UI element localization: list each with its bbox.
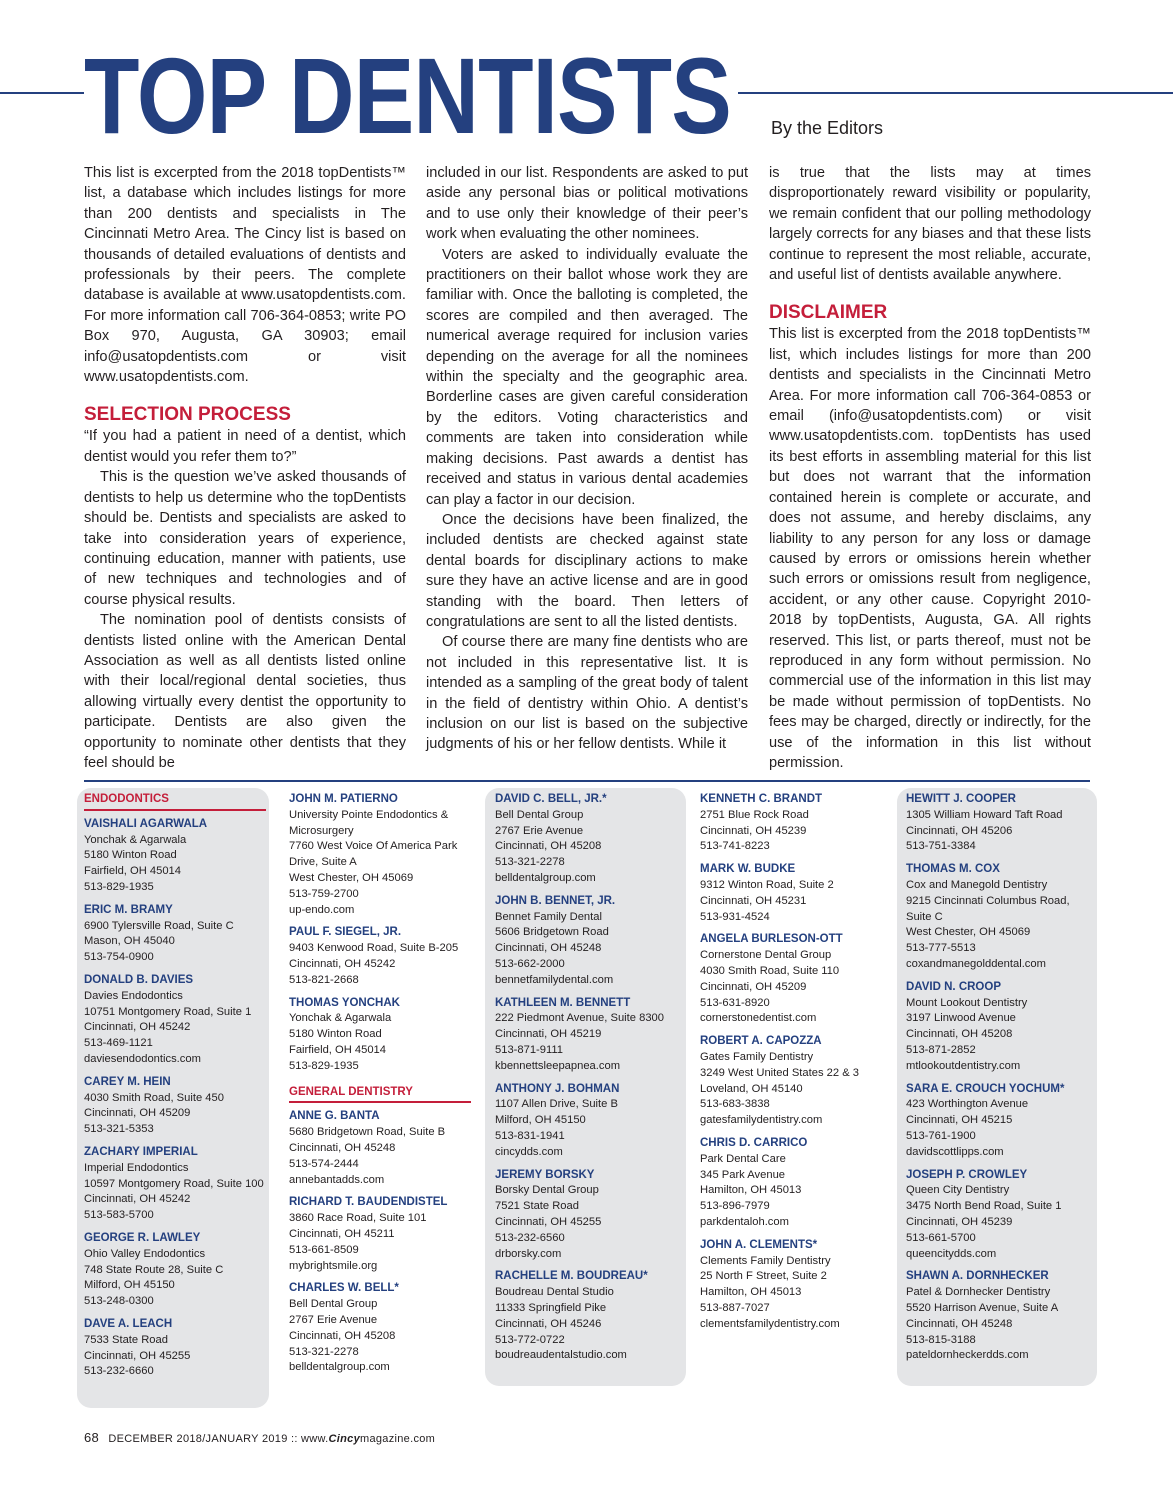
directory-column-3 <box>495 792 677 1371</box>
dentist-detail-line: Imperial Endodontics <box>84 1161 189 1174</box>
dentist-entry <box>289 1195 471 1274</box>
dentist-detail-line: 513-321-5353 <box>84 1123 154 1136</box>
dentist-detail-line: 7760 West Voice Of America Park <box>289 840 458 853</box>
dentist-detail-line: Cincinnati, OH 45239 <box>906 1215 1013 1228</box>
dentist-detail-line: mybrightsmile.org <box>289 1259 378 1272</box>
dentist-entry <box>495 792 677 887</box>
dentist-name: ANGELA BURLESON-OTT <box>700 933 843 946</box>
dentist-detail-line: Cincinnati, OH 45242 <box>289 957 396 970</box>
directory-column-1 <box>84 792 266 1387</box>
dentist-entry <box>84 1145 266 1224</box>
dentist-entry <box>700 792 882 855</box>
dentist-name: ERIC M. BRAMY <box>84 903 173 916</box>
dentist-detail-line: 513-896-7979 <box>700 1200 770 1213</box>
dentist-detail-line: Ohio Valley Endodontics <box>84 1247 206 1260</box>
dentist-detail-line: 513-631-8920 <box>700 996 770 1009</box>
dentist-detail-line: 3197 Linwood Avenue <box>906 1012 1016 1025</box>
dentist-detail-line: 513-777-5513 <box>906 942 976 955</box>
dentist-detail-line: 9403 Kenwood Road, Suite B-205 <box>289 942 459 955</box>
dentist-detail-line: drborsky.com <box>495 1247 562 1260</box>
dentist-detail-line: Cincinnati, OH 45231 <box>700 894 807 907</box>
dentist-detail-line: Cincinnati, OH 45248 <box>495 942 602 955</box>
dentist-detail-line: Bell Dental Group <box>495 808 584 821</box>
dentist-detail-line: 513-683-3838 <box>700 1098 770 1111</box>
dentist-detail-line: Cincinnati, OH 45209 <box>84 1107 191 1120</box>
dentist-name: JOHN A. CLEMENTS* <box>700 1238 818 1251</box>
dentist-detail-line: boudreaudentalstudio.com <box>495 1349 627 1362</box>
dentist-entry <box>700 1238 882 1333</box>
dentist-entry <box>906 980 1088 1075</box>
dentist-list <box>289 792 471 1075</box>
dentist-detail-line: parkdentaloh.com <box>700 1215 789 1228</box>
dentist-detail-line: 10597 Montgomery Road, Suite 100 <box>84 1177 264 1190</box>
dentist-detail-line: 513-931-4524 <box>700 910 770 923</box>
dentist-entry <box>289 996 471 1075</box>
dentist-detail-line: Fairfield, OH 45014 <box>289 1043 387 1056</box>
dentist-detail-line: 345 Park Avenue <box>700 1168 786 1181</box>
dentist-detail-line: annebantadds.com <box>289 1173 385 1186</box>
selection-paragraph: Once the decisions have been finalized, the included dentists are checked against state dental boards for disciplinary actions to make sure they have an active license and are in good standing with the board. Then letters of congratulations are sent to all the listed dentists. <box>426 511 748 630</box>
dentist-detail-line: Cincinnati, OH 45206 <box>906 824 1013 837</box>
dentist-detail-line: Cincinnati, OH 45255 <box>84 1349 191 1362</box>
dentist-list <box>84 817 266 1380</box>
dentist-detail-line: 513-662-2000 <box>495 957 565 970</box>
magazine-domain: magazine.com <box>360 1433 436 1445</box>
issue-text: DECEMBER 2018/JANUARY 2019 :: www. <box>108 1433 329 1445</box>
selection-process-heading: SELECTION PROCESS <box>84 404 291 426</box>
title-rule-left <box>0 92 84 94</box>
dentist-detail-line: Queen City Dentistry <box>906 1184 1010 1197</box>
dentist-name: JOHN B. BENNET, JR. <box>495 894 616 907</box>
dentist-detail-line: 513-574-2444 <box>289 1157 359 1170</box>
dentist-detail-line: 513-887-7027 <box>700 1301 770 1314</box>
dentist-name: GEORGE R. LAWLEY <box>84 1231 201 1244</box>
dentist-detail-line: Yonchak & Agarwala <box>84 833 187 846</box>
dentist-detail-line: Milford, OH 45150 <box>84 1279 175 1292</box>
dentist-name: DAVID C. BELL, JR.* <box>495 793 607 805</box>
dentist-detail-line: 513-321-2278 <box>495 856 565 869</box>
page-footer <box>84 1430 435 1445</box>
dentist-entry <box>700 862 882 925</box>
dentist-detail-line: 2767 Erie Avenue <box>495 824 584 837</box>
dentist-detail-line: Cincinnati, OH 45219 <box>495 1028 602 1041</box>
dentist-entry <box>495 1168 677 1263</box>
disclaimer-paragraph: This list is excerpted from the 2018 topDentists™ list, which includes listings for more than 200 dentists and specialists in the Cincinnati Metro Area. For more information call 706-364-0853 or email (info@usatopdentists.com) or visit www.usatopdentists.com. topDentists has used its best efforts in assembling material for this list but does not warrant that the information contained herein is complete or accurate, and does not assume, and hereby disclaims, any liability to any person for any loss or damage caused by errors or omissions herein whether such errors or omissions result from negligence, accident, or any other cause. Copyright 2010-2018 by topDentists, Augusta, GA. All rights reserved. This list, or parts thereof, must not be reproduced in any form without permission. No commercial use of the information in this list may be made without permission of topDentists. No fees may be charged, directly or indirectly, for the use of the information in this list without permission. <box>769 326 1091 771</box>
selection-paragraph: This is the question we’ve asked thousands of dentists to help us determine who the topDentists should be. Dentists and specialists are asked to take into consideration years of experience, continuing education, manner with patients, use of new techniques and technologies and of course physical results. <box>84 469 406 608</box>
dentist-name: RACHELLE M. BOUDREAU* <box>495 1270 648 1283</box>
article-column-2 <box>426 163 748 755</box>
dentist-detail-line: Bennet Family Dental <box>495 910 602 923</box>
dentist-detail-line: daviesendodontics.com <box>84 1052 201 1065</box>
dentist-detail-line: Milford, OH 45150 <box>495 1114 586 1127</box>
dentist-detail-line: 2751 Blue Rock Road <box>700 808 809 821</box>
dentist-detail-line: 5680 Bridgetown Road, Suite B <box>289 1126 446 1139</box>
directory-column-4 <box>700 792 882 1340</box>
byline: By the Editors <box>771 118 884 138</box>
dentist-detail-line: Park Dental Care <box>700 1152 786 1165</box>
dentist-detail-line: 513-751-3384 <box>906 840 976 853</box>
dentist-detail-line: Microsurgery <box>289 824 354 837</box>
dentist-entry <box>495 996 677 1075</box>
dentist-detail-line: coxandmanegolddental.com <box>906 957 1046 970</box>
dentist-entry <box>906 792 1088 855</box>
selection-paragraph: Voters are asked to individually evaluate the practitioners on their ballot whose work they are familiar with. Once the balloting is completed, the scores are compiled and then averaged. The numerical average required for inclusion varies depending on the average for all the nominees within the specialty and the geographic area. Borderline cases are given careful consideration by the editors. Voting characteristics and comments are taken into consideration while making decisions. Past awards a dentist has received and status in various dental academies can play a factor in our decision. <box>426 246 748 508</box>
dentist-detail-line: Hamilton, OH 45013 <box>700 1286 802 1299</box>
dentist-detail-line: Cincinnati, OH 45242 <box>84 1193 191 1206</box>
dentist-detail-line: 4030 Smith Road, Suite 450 <box>84 1091 224 1104</box>
dentist-detail-line: 3475 North Bend Road, Suite 1 <box>906 1200 1062 1213</box>
dentist-detail-line: 513-821-2668 <box>289 973 359 986</box>
dentist-detail-line: 1107 Allen Drive, Suite B <box>495 1098 618 1111</box>
title-rule-right <box>738 92 1173 94</box>
dentist-name: VAISHALI AGARWALA <box>84 817 208 830</box>
page-title: TOP DENTISTS <box>84 35 731 156</box>
dentist-detail-line: Borsky Dental Group <box>495 1184 599 1197</box>
dentist-detail-line: Clements Family Dentistry <box>700 1254 831 1267</box>
dentist-entry <box>700 1034 882 1129</box>
dentist-detail-line: 513-583-5700 <box>84 1209 154 1222</box>
page-number: 68 <box>84 1430 100 1445</box>
dentist-detail-line: Cincinnati, OH 45239 <box>700 824 807 837</box>
dentist-entry <box>906 862 1088 973</box>
dentist-detail-line: 222 Piedmont Avenue, Suite 8300 <box>495 1012 664 1025</box>
dentist-name: THOMAS M. COX <box>906 863 1000 876</box>
dentist-detail-line: 513-469-1121 <box>84 1037 153 1050</box>
dentist-detail-line: Cincinnati, OH 45208 <box>906 1028 1013 1041</box>
dentist-detail-line: 513-321-2278 <box>289 1345 359 1358</box>
dentist-name: PAUL F. SIEGEL, JR. <box>289 926 402 939</box>
intro-paragraph: This list is excerpted from the 2018 topDentists™ list, a database which includes listings for more than 200 dentists and specialists in The Cincinnati Metro Area. The Cincy list is based on thousands of detailed evaluations of dentists and professionals by their peers. The complete database is available at www.usatopdentists.com. For more information call 706-364-0853; write PO Box 970, Augusta, GA 30903; email info@usatopdentists.com or visit www.usatopdentists.com. <box>84 165 406 386</box>
dentist-detail-line: 5180 Winton Road <box>289 1028 382 1041</box>
dentist-detail-line: Hamilton, OH 45013 <box>700 1184 802 1197</box>
dentist-detail-line: belldentalgroup.com <box>289 1361 390 1374</box>
dentist-detail-line: University Pointe Endodontics & <box>289 808 449 821</box>
selection-paragraph: included in our list. Respondents are asked to put aside any personal bias or political motivations and to use only their knowledge of their peer’s work when evaluating the other nominees. <box>426 165 748 243</box>
dentist-detail-line: clementsfamilydentistry.com <box>700 1317 840 1330</box>
dentist-detail-line: up-endo.com <box>289 903 355 916</box>
dentist-detail-line: cornerstonedentist.com <box>700 1012 817 1025</box>
dentist-detail-line: Cincinnati, OH 45255 <box>495 1215 602 1228</box>
selection-paragraph: Of course there are many fine dentists who are not included in this representative list. It is intended as a sampling of the great body of talent in the field of dentistry within Ohio. A dentist’s inclusion on our list is based on the subjective judgments of his or her fellow dentists. While it <box>426 634 748 753</box>
dentist-detail-line: belldentalgroup.com <box>495 871 596 884</box>
dentist-detail-line: Yonchak & Agarwala <box>289 1012 392 1025</box>
dentist-name: DAVID N. CROOP <box>906 980 1001 993</box>
dentist-name: ANTHONY J. BOHMAN <box>495 1082 620 1095</box>
dentist-detail-line: 513-232-6660 <box>84 1365 154 1378</box>
dentist-detail-line: queencitydds.com <box>906 1247 997 1260</box>
dentist-detail-line: Mount Lookout Dentistry <box>906 996 1028 1009</box>
dentist-detail-line: 513-871-9111 <box>495 1043 564 1056</box>
dentist-entry <box>906 1082 1088 1161</box>
dentist-detail-line: Suite C <box>906 910 943 923</box>
dentist-entry <box>906 1269 1088 1364</box>
dentist-detail-line: 513-815-3188 <box>906 1333 976 1346</box>
dentist-detail-line: 9312 Winton Road, Suite 2 <box>700 878 834 891</box>
dentist-detail-line: 3860 Race Road, Suite 101 <box>289 1212 427 1225</box>
dentist-detail-line: Gates Family Dentistry <box>700 1050 814 1063</box>
dentist-detail-line: 4030 Smith Road, Suite 110 <box>700 964 840 977</box>
dentist-detail-line: 513-741-8223 <box>700 840 770 853</box>
dentist-detail-line: davidscottlipps.com <box>906 1145 1004 1158</box>
dentist-entry <box>495 1082 677 1161</box>
dentist-name: DONALD B. DAVIES <box>84 973 194 986</box>
dentist-detail-line: 3249 West United States 22 & 3 <box>700 1066 860 1079</box>
dentist-entry <box>700 1136 882 1231</box>
dentist-detail-line: Fairfield, OH 45014 <box>84 865 182 878</box>
dentist-entry <box>289 925 471 988</box>
dentist-name: JEREMY BORSKY <box>495 1168 595 1181</box>
dentist-detail-line: Mason, OH 45040 <box>84 935 175 948</box>
dentist-detail-line: 513-871-2852 <box>906 1043 976 1056</box>
dentist-detail-line: 513-829-1935 <box>84 880 154 893</box>
dentist-name: SHAWN A. DORNHECKER <box>906 1270 1049 1283</box>
dentist-name: DAVE A. LEACH <box>84 1317 173 1330</box>
dentist-name: JOHN M. PATIERNO <box>289 793 398 805</box>
selection-paragraph: is true that the lists may at times disproportionately reward visibility or popularity, we remain confident that our polling methodology largely corrects for any biases and that these lists continue to represent the most reliable, accurate, and useful list of dentists available anywhere. <box>769 165 1091 284</box>
dentist-detail-line: 7521 State Road <box>495 1200 579 1213</box>
dentist-detail-line: kbennettsleepapnea.com <box>495 1059 621 1072</box>
selection-paragraph: “If you had a patient in need of a dentist, which dentist would you refer them to?” <box>84 428 406 465</box>
dentist-detail-line: Boudreau Dental Studio <box>495 1286 614 1299</box>
dentist-detail-line: West Chester, OH 45069 <box>289 871 414 884</box>
dentist-detail-line: 513-661-8509 <box>289 1243 359 1256</box>
dentist-detail-line: 513-759-2700 <box>289 887 359 900</box>
dentist-entry <box>289 1109 471 1188</box>
dentist-detail-line: 513-248-0300 <box>84 1295 154 1308</box>
dentist-detail-line: Cincinnati, OH 45242 <box>84 1021 191 1034</box>
dentist-name: ANNE G. BANTA <box>289 1110 380 1123</box>
dentist-detail-line: Bell Dental Group <box>289 1298 378 1311</box>
dentist-name: MARK W. BUDKE <box>700 863 796 876</box>
dentist-list <box>289 1109 471 1376</box>
dentist-detail-line: Patel & Dornhecker Dentistry <box>906 1286 1051 1299</box>
dentist-detail-line: 10751 Montgomery Road, Suite 1 <box>84 1005 252 1018</box>
directory-column-5 <box>906 792 1088 1371</box>
section-divider <box>84 780 1090 782</box>
dentist-detail-line: Cincinnati, OH 45215 <box>906 1114 1013 1127</box>
dentist-detail-line: 6900 Tylersville Road, Suite C <box>84 919 234 932</box>
dentist-entry <box>84 1231 266 1310</box>
dentist-detail-line: 5180 Winton Road <box>84 849 177 862</box>
dentist-name: ROBERT A. CAPOZZA <box>700 1035 822 1048</box>
dentist-entry <box>84 903 266 966</box>
dentist-detail-line: Cincinnati, OH 45248 <box>906 1317 1013 1330</box>
specialty-heading-general-dentistry: GENERAL DENTISTRY <box>289 1085 471 1104</box>
dentist-name: CHARLES W. BELL* <box>289 1282 399 1295</box>
dentist-detail-line: 513-661-5700 <box>906 1231 976 1244</box>
dentist-entry <box>700 932 882 1027</box>
dentist-name: SARA E. CROUCH YOCHUM* <box>906 1082 1065 1095</box>
directory-column-2 <box>289 792 471 1383</box>
dentist-detail-line: 513-761-1900 <box>906 1129 976 1142</box>
dentist-entry <box>289 1281 471 1376</box>
disclaimer-heading: DISCLAIMER <box>769 302 888 324</box>
dentist-entry <box>495 1269 677 1364</box>
dentist-detail-line: West Chester, OH 45069 <box>906 926 1031 939</box>
dentist-detail-line: gatesfamilydentistry.com <box>700 1114 823 1127</box>
dentist-detail-line: 7533 State Road <box>84 1333 168 1346</box>
dentist-detail-line: 1305 William Howard Taft Road <box>906 808 1063 821</box>
dentist-list <box>906 792 1088 1364</box>
dentist-detail-line: Davies Endodontics <box>84 989 183 1002</box>
dentist-list <box>700 792 882 1333</box>
dentist-name: JOSEPH P. CROWLEY <box>906 1168 1028 1181</box>
dentist-detail-line: Cox and Manegold Dentistry <box>906 878 1048 891</box>
dentist-entry <box>495 894 677 989</box>
dentist-name: RICHARD T. BAUDENDISTEL <box>289 1196 448 1209</box>
dentist-name: ZACHARY IMPERIAL <box>84 1145 198 1158</box>
dentist-detail-line: 2767 Erie Avenue <box>289 1313 378 1326</box>
dentist-detail-line: 513-772-0722 <box>495 1333 565 1346</box>
dentist-name: THOMAS YONCHAK <box>289 996 400 1009</box>
dentist-detail-line: Cincinnati, OH 45208 <box>495 840 602 853</box>
dentist-detail-line: 513-831-1941 <box>495 1129 565 1142</box>
dentist-detail-line: 25 North F Street, Suite 2 <box>700 1270 827 1283</box>
dentist-detail-line: 423 Worthington Avenue <box>906 1098 1029 1111</box>
dentist-detail-line: Cincinnati, OH 45246 <box>495 1317 602 1330</box>
dentist-detail-line: Cincinnati, OH 45211 <box>289 1227 395 1240</box>
dentist-detail-line: Cincinnati, OH 45209 <box>700 980 807 993</box>
dentist-entry <box>289 792 471 918</box>
dentist-entry <box>84 817 266 896</box>
magazine-brand: Cincy <box>328 1433 360 1445</box>
dentist-entry <box>84 973 266 1068</box>
article-column-1 <box>84 163 406 773</box>
specialty-heading-endodontics: ENDODONTICS <box>84 792 266 811</box>
dentist-detail-line: 513-829-1935 <box>289 1059 359 1072</box>
dentist-detail-line: Cincinnati, OH 45248 <box>289 1141 396 1154</box>
dentist-detail-line: Cincinnati, OH 45208 <box>289 1329 396 1342</box>
dentist-name: HEWITT J. COOPER <box>906 793 1016 805</box>
dentist-detail-line: 513-232-6560 <box>495 1231 565 1244</box>
dentist-detail-line: Drive, Suite A <box>289 856 357 869</box>
dentist-entry <box>84 1075 266 1138</box>
dentist-detail-line: cincydds.com <box>495 1145 563 1158</box>
dentist-name: CAREY M. HEIN <box>84 1075 171 1088</box>
dentist-entry <box>84 1317 266 1380</box>
dentist-list <box>495 792 677 1364</box>
dentist-name: KATHLEEN M. BENNETT <box>495 996 631 1009</box>
dentist-detail-line: 5606 Bridgetown Road <box>495 926 609 939</box>
dentist-detail-line: 748 State Route 28, Suite C <box>84 1263 224 1276</box>
dentist-detail-line: 9215 Cincinnati Columbus Road, <box>906 894 1070 907</box>
dentist-detail-line: 11333 Springfield Pike <box>495 1301 607 1314</box>
dentist-detail-line: 513-754-0900 <box>84 951 154 964</box>
dentist-name: KENNETH C. BRANDT <box>700 793 823 805</box>
selection-paragraph: The nomination pool of dentists consists of dentists listed online with the American Dental Association as well as all dentists listed online with their local/regional dental societies, thus allowing virtually every dentist the opportunity to participate. Dentists are also given the opportunity to nominate other dentists that they feel should be <box>84 612 406 771</box>
dentist-name: CHRIS D. CARRICO <box>700 1136 808 1149</box>
dentist-detail-line: mtlookoutdentistry.com <box>906 1059 1021 1072</box>
dentist-detail-line: Cornerstone Dental Group <box>700 949 832 962</box>
dentist-detail-line: pateldornheckerdds.com <box>906 1349 1029 1362</box>
dentist-detail-line: 5520 Harrison Avenue, Suite A <box>906 1301 1059 1314</box>
dentist-detail-line: bennetfamilydental.com <box>495 973 614 986</box>
dentist-entry <box>906 1168 1088 1263</box>
dentist-detail-line: Loveland, OH 45140 <box>700 1082 803 1095</box>
article-column-3 <box>769 163 1091 773</box>
